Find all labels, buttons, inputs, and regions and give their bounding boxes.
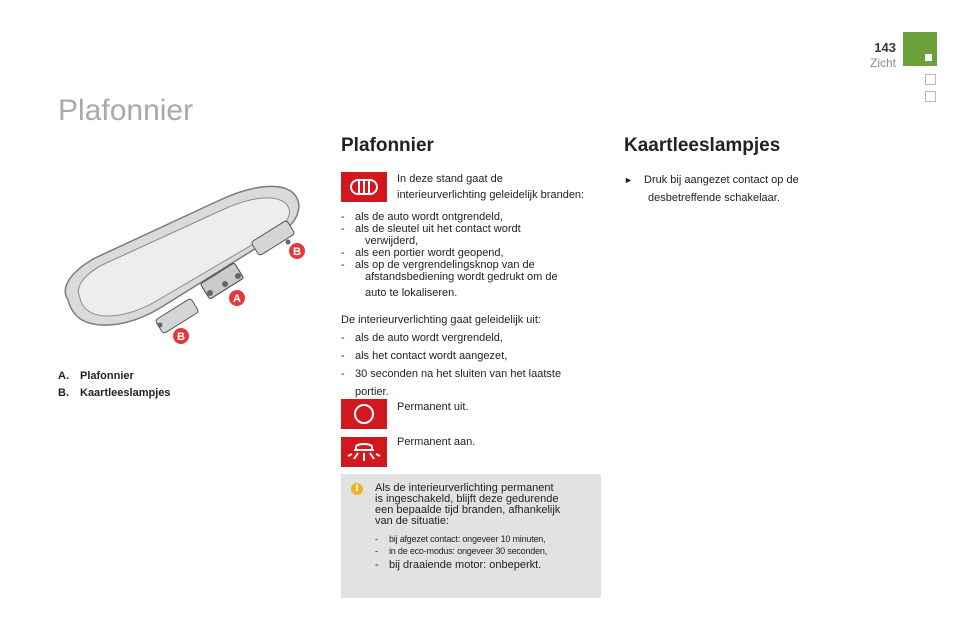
section-square-2 <box>925 91 936 102</box>
list-item: - als de sleutel uit het contact wordt <box>341 223 521 235</box>
plafonnier-heading: Plafonnier <box>341 135 434 156</box>
intro-line-2: interieurverlichting geleidelijk branden: <box>397 189 585 201</box>
page-number: 143 <box>874 40 896 55</box>
section-marker <box>903 32 937 66</box>
right-bullet: ► Druk bij aangezet contact op de <box>624 171 799 189</box>
list-item: - als de auto wordt vergrendeld, <box>341 332 503 344</box>
info-icon: i <box>351 483 363 495</box>
marker-b-2: B <box>177 331 185 343</box>
section-marker-dot <box>925 54 932 61</box>
intro-line-1: In deze stand gaat de <box>397 173 503 185</box>
legend-item-b: B. Kaartleeslampjes <box>58 387 171 399</box>
info-small-item: - bij afgezet contact: ongeveer 10 minuten, <box>375 534 546 544</box>
list-item: - 30 seconden na het sluiten van het laatste <box>341 368 562 380</box>
permanent-off-text: Permanent uit. <box>397 401 469 413</box>
ceiling-light-illustration <box>60 180 320 355</box>
legend-item-a: A. Plafonnier <box>58 370 134 382</box>
info-line-1: Als de interieurverlichting permanent <box>375 482 554 494</box>
list-item: - als op de vergrendelingsknop van de <box>341 259 535 271</box>
list-item: - als de auto wordt ontgrendeld, <box>341 211 503 223</box>
page-title: Plafonnier <box>58 94 194 127</box>
list-item: - als het contact wordt aangezet, <box>341 350 508 362</box>
info-last-item: - bij draaiende motor: onbeperkt. <box>375 559 542 571</box>
info-line-3: een bepaalde tijd branden, afhankelijk <box>375 504 561 516</box>
permanent-on-text: Permanent aan. <box>397 436 476 448</box>
lamp-on-icon <box>341 437 387 467</box>
kaartleeslampjes-heading: Kaartleeslampjes <box>624 135 781 156</box>
section-label[interactable]: Zicht <box>869 56 896 70</box>
marker-a: A <box>233 293 241 305</box>
circle-off-icon <box>341 399 387 429</box>
arrow-bullet-icon: ► <box>624 175 633 185</box>
info-line-4: van de situatie: <box>375 515 449 527</box>
door-lamp-icon <box>341 172 387 202</box>
info-box <box>341 474 601 598</box>
section-square-1 <box>925 74 936 85</box>
off-intro: De interieurverlichting gaat geleidelijk uit: <box>341 314 541 326</box>
list-item: - als een portier wordt geopend, <box>341 247 504 259</box>
marker-b: B <box>293 246 301 258</box>
on-list: - als de auto wordt ontgrendeld, - als de sleutel uit het contact wordt verwijderd, - als een portier wordt geopend, - als op de vergrendelingsknop van de afstandsbediening wordt gedrukt om de auto te lokaliseren. <box>341 211 558 299</box>
info-line-2: is ingeschakeld, blijft deze gedurende <box>375 493 559 505</box>
info-small-item: - in de eco-modus: ongeveer 30 seconden, <box>375 546 548 556</box>
